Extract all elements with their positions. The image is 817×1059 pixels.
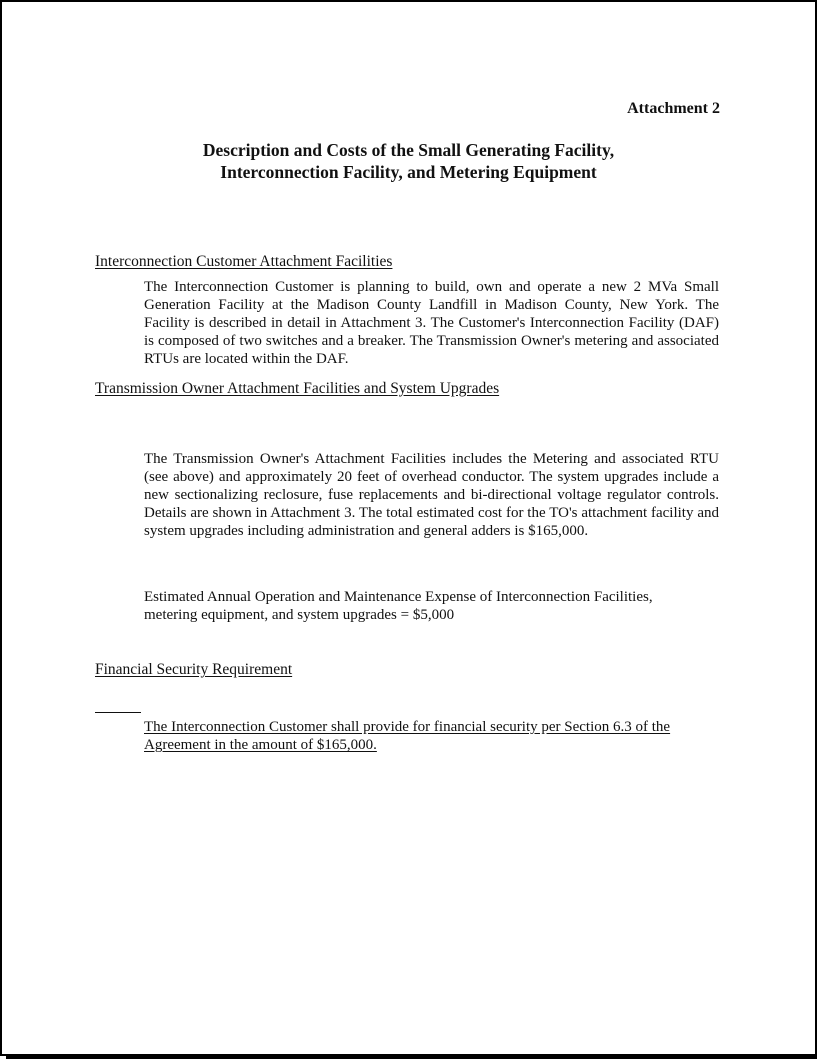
om-expense-paragraph: Estimated Annual Operation and Maintenance Expense of Interconnection Facilities, metering equipment, and system upgrades = $5,000	[144, 589, 653, 623]
customer-facilities-paragraph: The Interconnection Customer is planning to build, own and operate a new 2 MVa Small Generation Facility at the Madison County Landfill in Madison County, New York. The Facility is described in detail in Attachment 3. The Customer's Interconnection Facility (DAF) is composed of two switches and a breaker. The Transmission Owner's metering and associated RTUs are located within the DAF.	[144, 279, 719, 367]
owner-facilities-paragraph: The Transmission Owner's Attachment Facilities includes the Metering and associated RTU (see above) and approximately 20 feet of overhead conductor. The system upgrades include a new sectionalizing reclosure, fuse replacements and bi-directional voltage regulator controls. Details are shown in Attachment 3. The total estimated cost for the TO's attachment facility and system upgrades including administration and general adders is $165,000.	[144, 451, 719, 539]
document-title	[0, 139, 817, 183]
document-title-line-2: Interconnection Facility, and Metering Equipment	[220, 162, 597, 182]
document-title-line-1: Description and Costs of the Small Generating Facility,	[202, 140, 615, 160]
section-heading-owner-facilities: Transmission Owner Attachment Facilities and System Upgrades	[95, 380, 500, 397]
blank-signature-line	[95, 712, 141, 713]
financial-security-paragraph: The Interconnection Customer shall provide for financial security per Section 6.3 of the Agreement in the amount of $165,000.	[144, 719, 671, 753]
section-heading-financial-security: Financial Security Requirement	[95, 661, 293, 678]
section-heading-customer-facilities: Interconnection Customer Attachment Facilities	[95, 253, 393, 270]
attachment-label: Attachment 2	[627, 100, 720, 117]
